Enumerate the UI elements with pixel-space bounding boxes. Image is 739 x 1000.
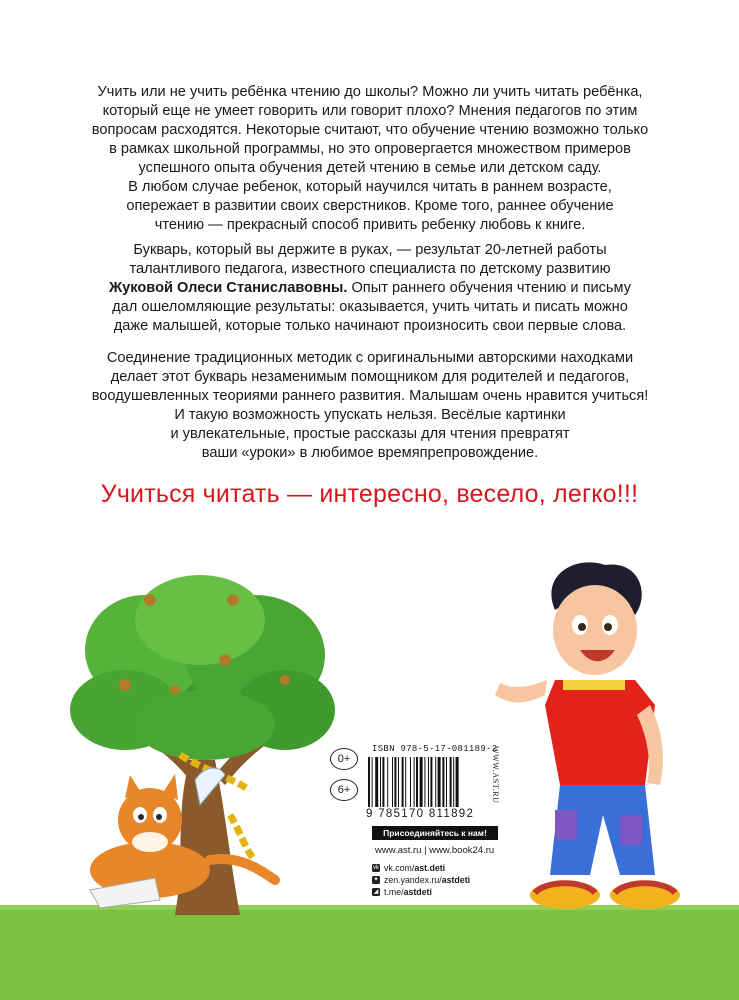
barcode-bar: [402, 757, 404, 807]
text-line: и увлекательные, простые рассказы для чтения превратят: [170, 426, 570, 442]
age-rating-mark: 0+: [330, 748, 358, 770]
publisher-url-vertical: WWW.AST.RU: [491, 746, 500, 804]
text-line: чтению — прекрасный способ привить ребенку любовь к книге.: [154, 217, 586, 233]
social-link-zen[interactable]: [372, 874, 470, 886]
text-line: Букварь, который вы держите в руках, — результат 20-летней работы: [133, 242, 607, 258]
barcode-bar: [387, 757, 388, 807]
barcode-bar: [456, 757, 459, 807]
social-handle: astdeti: [403, 887, 432, 897]
social-prefix: t.me/: [384, 887, 404, 897]
slogan: Учиться читать — интересно, весело, легко!!!: [100, 480, 639, 508]
isbn-digits: 9 785170 811892: [366, 808, 475, 820]
vk-icon: vk: [373, 865, 379, 871]
text-line: воодушевленных теориями раннего развития. Малышам очень нравится учиться!: [91, 388, 649, 404]
barcode-bar: [368, 757, 370, 807]
text-line: талантливого педагога, известного специалиста по детскому развитию: [129, 261, 611, 277]
author-paragraph: [60, 241, 680, 336]
text-line: делает этот букварь незаменимым помощником для родителей и педагогов,: [110, 369, 630, 385]
barcode-bar: [438, 757, 441, 807]
text-line: И такую возможность упускать нельзя. Весёлые картинки: [174, 407, 566, 423]
barcode-bar: [414, 757, 415, 807]
barcode-bar: [453, 757, 454, 807]
text-line: который еще не умеет говорить или говорит плохо? Мнения педагогов по этим: [102, 103, 638, 119]
isbn-label: ISBN 978-5-17-081189-2: [372, 744, 498, 754]
barcode-bar: [420, 757, 423, 807]
text-line: Учить или не учить ребёнка чтению до школы? Можно ли учить читать ребёнка,: [97, 84, 643, 100]
text-line: успешного опыта обучения детей чтению в семье или детском саду.: [138, 160, 602, 176]
text-line: [60, 279, 680, 298]
website-links[interactable]: www.ast.ru | www.book24.ru: [375, 845, 495, 856]
barcode-bar: [405, 757, 406, 807]
age-rating-mark: 6+: [330, 779, 358, 801]
cat-illustration: [80, 760, 280, 910]
barcode-bar: [442, 757, 444, 807]
barcode-bar: [394, 757, 396, 807]
barcode-bar: [450, 757, 452, 807]
boy-illustration: [485, 555, 700, 925]
join-us-banner: Присоединяйтесь к нам!: [372, 826, 498, 840]
zen-icon: ✦: [373, 877, 379, 883]
text-line: в рамках школьной программы, но это опровергается множеством примеров: [109, 141, 631, 157]
barcode-bar: [382, 757, 384, 807]
method-paragraph: [60, 349, 680, 463]
text-line: даже малышей, которые только начинают произносить свои первые слова.: [113, 318, 627, 334]
barcode-bar: [428, 757, 429, 807]
barcode-bar: [372, 757, 373, 807]
text-span: Опыт раннего обучения чтению и письму: [347, 280, 632, 296]
barcode: [368, 757, 488, 807]
barcode-bar: [416, 757, 418, 807]
telegram-icon: ◢: [373, 889, 379, 895]
social-prefix: zen.yandex.ru/: [384, 875, 442, 885]
barcode-bar: [398, 757, 399, 807]
social-links: [372, 862, 470, 898]
social-link-telegram[interactable]: [372, 886, 470, 898]
social-prefix: vk.com/: [384, 863, 415, 873]
barcode-bar: [380, 757, 381, 807]
text-line: дал ошеломляющие результаты: оказывается, учить читать и писать можно: [112, 299, 628, 315]
barcode-bar: [410, 757, 411, 807]
barcode-bar: [435, 757, 436, 807]
barcode-bar: [424, 757, 425, 807]
text-line: вопросам расходятся. Некоторые считают, что обучение чтению возможно только: [91, 122, 649, 138]
social-handle: ast.deti: [414, 863, 446, 873]
social-handle: astdeti: [441, 875, 471, 885]
barcode-bar: [446, 757, 447, 807]
text-line: Соединение традиционных методик с оригинальными авторскими находками: [106, 350, 634, 366]
social-link-vk[interactable]: [372, 862, 470, 874]
author-name: Жуковой Олеси Станиславовны.: [108, 280, 348, 296]
intro-paragraph: [60, 83, 680, 235]
barcode-bar: [430, 757, 432, 807]
barcode-bar: [375, 757, 378, 807]
text-line: ваши «уроки» в любимое времяпрепровождение.: [201, 445, 539, 461]
text-line: В любом случае ребенок, который научился читать в раннем возрасте,: [128, 179, 612, 195]
barcode-bar: [392, 757, 393, 807]
text-line: опережает в развитии своих сверстников. Кроме того, раннее обучение: [126, 198, 614, 214]
